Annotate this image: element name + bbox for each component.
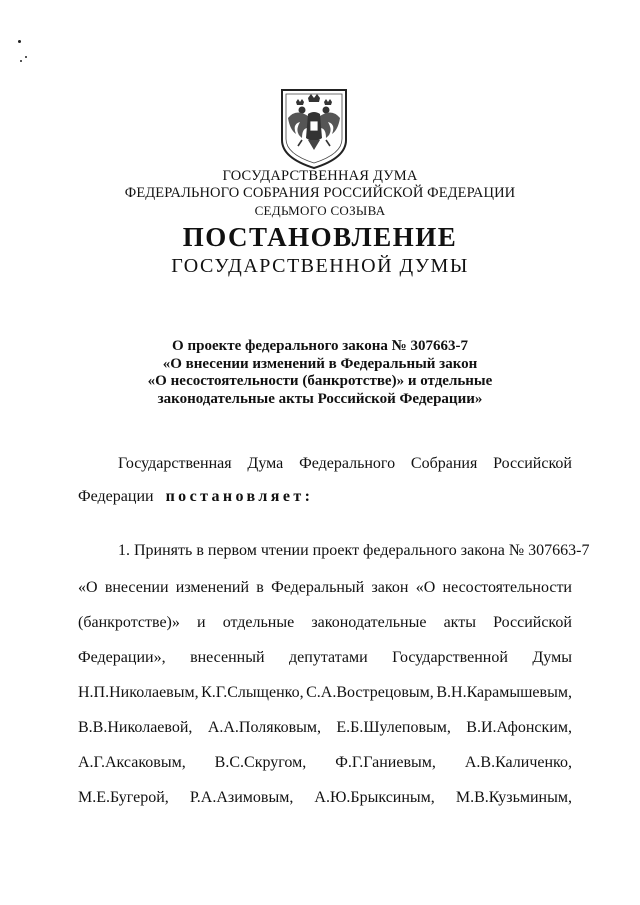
deputy-name: В.Н.Карамышевым,	[436, 684, 572, 701]
coat-of-arms-icon	[278, 88, 350, 170]
header-line-1: ГОСУДАРСТВЕННАЯ ДУМА	[222, 168, 418, 184]
document-issuer: ГОСУДАРСТВЕННОЙ ДУМЫ	[171, 255, 469, 277]
word: Дума	[247, 455, 284, 472]
clause-text: 1. Принять в первом чтении проект федерального закона № 307663-7	[118, 542, 590, 559]
word: изменений	[175, 579, 249, 596]
word: внесенный	[190, 649, 265, 666]
word: (банкротстве)»	[78, 614, 180, 631]
deputy-name: М.Е.Бугерой,	[78, 789, 169, 806]
word: «О	[78, 579, 98, 596]
word: Федерации»,	[78, 649, 166, 666]
word: отдельные	[222, 614, 295, 631]
scan-speck	[25, 56, 27, 58]
scan-speck	[20, 60, 22, 62]
deputy-name: К.Г.Слыщенко,	[201, 684, 304, 701]
clause-line	[118, 542, 590, 560]
preamble-line-1	[118, 455, 572, 473]
deputy-name: А.Ю.Брыксиным,	[314, 789, 435, 806]
word: Российской	[493, 455, 572, 472]
word: закон	[371, 579, 409, 596]
word: Государственная	[118, 455, 232, 472]
deputy-name: А.Г.Аксаковым,	[78, 754, 186, 771]
deputy-name: В.И.Афонским,	[466, 719, 572, 736]
title-line: О проекте федерального закона № 307663-7	[172, 338, 468, 354]
word: в	[256, 579, 264, 596]
deputy-name: М.В.Кузьминым,	[455, 789, 572, 806]
word: несостоятельности	[442, 579, 572, 596]
document-title	[0, 338, 640, 408]
clause-line	[78, 649, 572, 667]
resolves-word: постановляет:	[165, 488, 314, 505]
deputy-name: Ф.Г.Ганиевым,	[335, 754, 436, 771]
word: внесении	[104, 579, 169, 596]
header-line-3: СЕДЬМОГО СОЗЫВА	[254, 203, 386, 218]
deputy-name: Н.П.Николаевым,	[78, 684, 199, 701]
word: и	[197, 614, 206, 631]
word: Российской	[493, 614, 572, 631]
deputy-name: А.А.Поляковым,	[207, 719, 321, 736]
word: Федерации	[78, 488, 154, 505]
header-line-2: ФЕДЕРАЛЬНОГО СОБРАНИЯ РОССИЙСКОЙ ФЕДЕРАЦИИ	[124, 185, 516, 201]
deputy-name: В.С.Скругом,	[214, 754, 307, 771]
word: законодательные	[311, 614, 427, 631]
clause-line	[78, 719, 572, 737]
deputy-name: В.В.Николаевой,	[78, 719, 193, 736]
deputy-name: Р.А.Азимовым,	[189, 789, 294, 806]
word: акты	[443, 614, 476, 631]
word: Думы	[532, 649, 572, 666]
clause-line	[78, 789, 572, 807]
deputy-name: С.А.Вострецовым,	[306, 684, 434, 701]
title-line: «О внесении изменений в Федеральный закон	[162, 355, 478, 372]
word: Собрания	[410, 455, 478, 472]
deputy-name: Е.Б.Шулеповым,	[336, 719, 451, 736]
clause-line	[78, 754, 572, 772]
clause-line	[78, 614, 572, 632]
word: Государственной	[392, 649, 508, 666]
word: Федерального	[299, 455, 396, 472]
preamble-line-2	[78, 488, 572, 506]
clause-line	[78, 579, 572, 597]
word: Федеральный	[271, 579, 365, 596]
clause-line	[78, 684, 572, 702]
word: «О	[415, 579, 436, 596]
scan-speck	[18, 40, 21, 43]
document-type: ПОСТАНОВЛЕНИЕ	[182, 222, 458, 252]
word: депутатами	[289, 649, 368, 666]
title-line: «О несостоятельности (банкротстве)» и отдельные	[147, 373, 493, 389]
deputy-name: А.В.Каличенко,	[464, 754, 572, 771]
title-line: законодательные акты Российской Федерации»	[157, 390, 483, 407]
